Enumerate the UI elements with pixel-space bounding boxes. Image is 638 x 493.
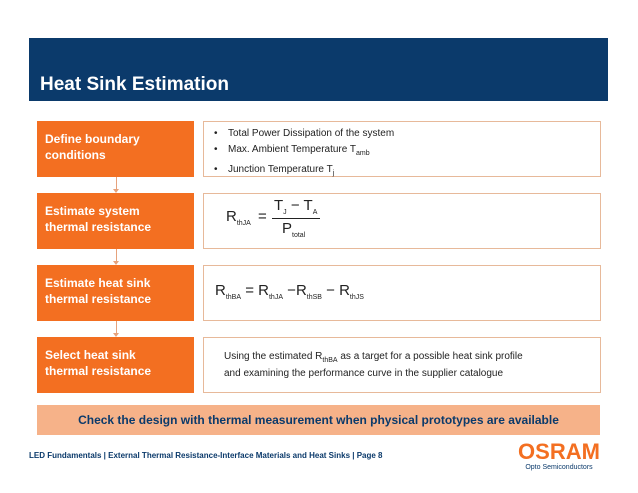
heat-sink-formula-box <box>203 265 601 321</box>
step-select-heat-sink <box>37 337 194 393</box>
step-label-line2: thermal resistance <box>45 220 152 234</box>
step-heat-sink-resistance <box>37 265 194 321</box>
select-description: Using the estimated $R_{thBA}$ as a target for a possible heat sink profile and examining the performance curve in the supplier catalogue <box>224 351 523 379</box>
fraction-bar <box>272 218 320 219</box>
system-formula-box <box>203 193 601 249</box>
formula-lhs: $R_{thJA}$ <box>226 208 251 227</box>
step-label-line1: Estimate system <box>45 204 140 218</box>
formula-equals: = <box>258 208 267 225</box>
footer-text: LED Fundamentals | External Thermal Resistance-Interface Materials and Heat Sinks | Page 8 <box>29 451 383 460</box>
boundary-list <box>204 122 600 182</box>
boundary-conditions-box <box>203 121 601 177</box>
slide-title: Heat Sink Estimation <box>40 74 229 95</box>
formula-numerator: $T_J - T_A$ <box>274 197 318 216</box>
step-label-line2: thermal resistance <box>45 364 152 378</box>
formula-denominator: $P_{total}$ <box>282 220 306 239</box>
step-label-line2: thermal resistance <box>45 292 152 306</box>
heat-sink-formula: $R_{thBA} = R_{thJA} -R_{thSB} - R_{thJS}$ <box>215 282 364 301</box>
list-item: • Total Power Dissipation of the system <box>214 126 600 142</box>
step-label-line1: Define boundary <box>45 132 140 146</box>
select-heat-sink-box <box>203 337 601 393</box>
logo-wordmark: OSRAM <box>518 439 600 464</box>
logo-subtitle: Opto Semiconductors <box>525 464 593 471</box>
list-item: • Junction Temperature $T_j$ <box>214 162 600 182</box>
step-define-boundary <box>37 121 194 177</box>
osram-logo <box>514 441 604 472</box>
step-label-line2: conditions <box>45 148 106 162</box>
check-design-banner: Check the design with thermal measurement when physical prototypes are available <box>37 405 600 435</box>
step-label-line1: Estimate heat sink <box>45 276 151 290</box>
step-label-line1: Select heat sink <box>45 348 136 362</box>
list-item: • Max. Ambient Temperature $T_{amb}$ <box>214 142 600 162</box>
step-system-resistance <box>37 193 194 249</box>
